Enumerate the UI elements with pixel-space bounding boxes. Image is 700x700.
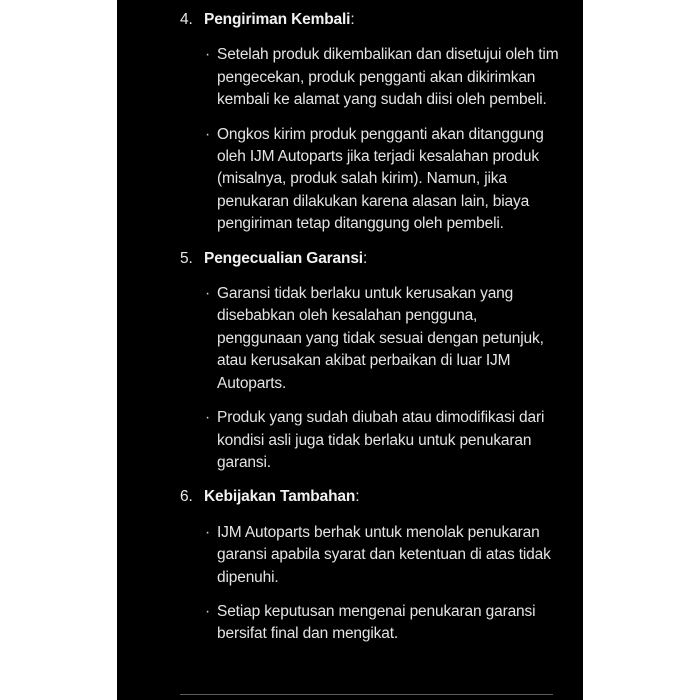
section-pengiriman-kembali [180, 9, 559, 236]
content-panel [117, 0, 583, 700]
bullet-marker-icon: · [205, 285, 211, 303]
section-heading [180, 9, 559, 31]
bullet-marker-icon: · [205, 602, 211, 620]
section-heading [180, 486, 559, 508]
bullet-text: Setelah produk dikembalikan dan disetujui oleh tim pengecekan, produk pengganti akan dikirimkan kembali ke alamat yang sudah diisi oleh pembeli. [217, 46, 559, 109]
section-number: 4. [180, 11, 193, 28]
list-item [180, 407, 559, 474]
bullet-marker-icon: · [205, 46, 211, 64]
bullet-list [180, 44, 559, 235]
bullet-list [180, 283, 559, 474]
section-title: Pengiriman Kembali: [204, 11, 355, 28]
bottom-divider [180, 694, 553, 695]
list-item [180, 124, 559, 236]
bullet-text: Produk yang sudah diubah atau dimodifikasi dari kondisi asli juga tidak berlaku untuk penukaran garansi. [217, 409, 545, 471]
section-heading [180, 248, 559, 270]
bullet-marker-icon: · [205, 409, 211, 427]
list-item [180, 283, 559, 395]
section-number: 6. [180, 488, 193, 506]
bullet-list [180, 522, 559, 646]
list-item [180, 601, 559, 646]
bullet-marker-icon: · [205, 523, 211, 541]
section-pengecualian-garansi [180, 248, 559, 475]
section-title: Kebijakan Tambahan: [204, 488, 360, 506]
list-item [180, 44, 559, 111]
bullet-text: Ongkos kirim produk pengganti akan ditanggung oleh IJM Autoparts jika terjadi kesalahan produk (misalnya, produk salah kirim). Namun, jika penukaran dilakukan karena alasan lain, biaya pengiriman tetap ditanggung oleh pembeli. [217, 125, 544, 233]
bullet-text: IJM Autoparts berhak untuk menolak penukaran garansi apabila syarat dan ketentuan di atas tidak dipenuhi. [217, 523, 551, 586]
section-kebijakan-tambahan [180, 486, 559, 645]
bullet-text: Garansi tidak berlaku untuk kerusakan yang disebabkan oleh kesalahan pengguna, penggunaan yang tidak sesuai dengan petunjuk, atau kerusakan akibat perbaikan di luar IJM Autoparts. [217, 285, 544, 392]
bullet-text: Setiap keputusan mengenai penukaran garansi bersifat final dan mengikat. [217, 602, 536, 643]
section-number: 5. [180, 249, 193, 267]
bullet-marker-icon: · [205, 125, 211, 143]
list-item [180, 522, 559, 589]
policy-document [117, 0, 583, 646]
section-title: Pengecualian Garansi: [204, 249, 368, 267]
